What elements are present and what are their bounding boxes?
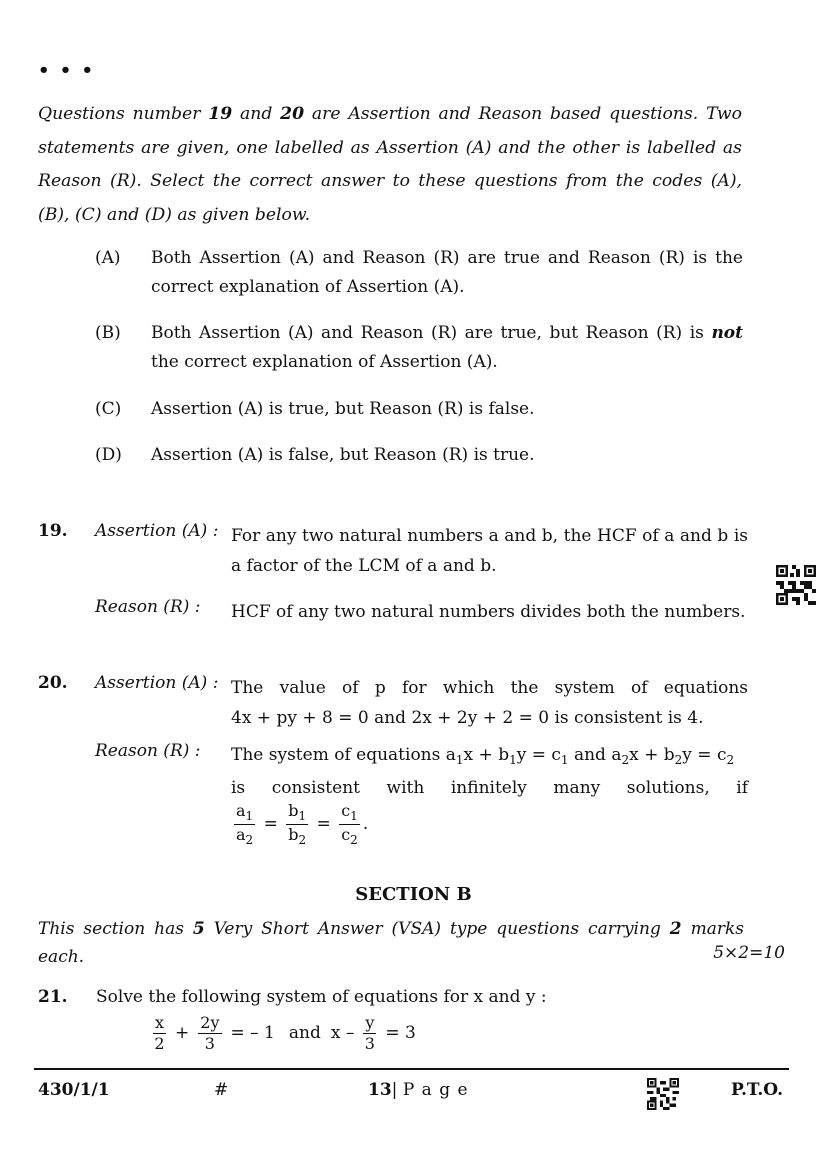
section-count: 5 [192,919,205,939]
paper-code: 430/1/1 [38,1080,110,1100]
numerator: x [155,1013,165,1032]
assertion-text [231,673,748,733]
numerator: 2y [200,1013,220,1032]
qr-code-icon [776,565,816,605]
period: . [362,814,369,835]
section-total-marks: 5×2=10 [713,943,785,963]
subscript: 1 [455,753,464,767]
conjunction: and [288,1023,321,1044]
option-b [95,319,745,379]
subscript: 2 [621,753,630,767]
fraction [363,1014,376,1052]
option-label: (D) [95,445,122,465]
intro-text: Questions number [38,104,209,124]
option-label: (C) [95,399,122,419]
subscript: 2 [245,833,254,848]
question-text: Solve the following system of equations for x and y : [96,987,547,1007]
subscript: 2 [350,833,358,848]
intro-question-number: 19 [208,104,233,124]
option-text [151,319,743,377]
equation-system [150,1014,416,1052]
footer-divider [34,1068,789,1070]
fraction [339,802,360,847]
subscript: 2 [726,753,735,767]
subscript: 2 [298,833,307,848]
option-c [95,395,745,425]
reason-line-1: The system of equations $a_1x + b_1y = c_1$ and $a_2x + b_2y = c_2$ [231,745,735,767]
header-dots: • • • [38,60,96,81]
subscript: 1 [509,753,517,767]
denominator: 3 [204,1033,215,1053]
option-text-part: Both Assertion (A) and Reason (R) are true, but Reason (R) is [151,323,712,343]
assertion-text: For any two natural numbers a and b, the HCF of a and b is a factor of the LCM of a and b. [231,526,748,576]
option-text: Both Assertion (A) and Reason (R) are true and Reason (R) is the correct explanation of Assertion (A). [151,248,743,297]
section-text: Very Short Answer (VSA) type questions carrying [204,919,670,939]
subscript: 1 [298,809,307,823]
section-title: SECTION B [355,884,472,905]
option-text-part: the correct explanation of Assertion (A). [151,352,498,372]
reason-label: Reason (R) : [95,597,201,617]
assertion-label: Assertion (A) : [95,521,219,541]
question-number: 20. [38,673,68,693]
denominator: a [236,825,246,845]
numerator: a [236,801,246,820]
fraction [286,802,308,847]
var: b [498,745,510,765]
reason-line-2: is consistent with infinitely many solutions, if [231,778,748,798]
section-text: This section has [38,919,193,939]
reason-text-part: The system of equations [231,745,446,765]
section-marks-each: 2 [669,919,682,939]
option-text: Assertion (A) is false, but Reason (R) is true. [151,445,535,465]
denominator: b [288,825,299,845]
page-number: 13 [368,1080,392,1100]
reason-text [231,741,748,847]
intro-text: are Assertion and Reason based questions. Two statements are given, one labelled as Assertion (A) and the other is labelled as Reason (R). Select the correct answer to these questions from the codes (A), (B), (C) and (D) as given below. [38,104,742,225]
intro-text: and [232,104,281,124]
page-label: P a g e [402,1080,469,1100]
ratio-condition [231,802,748,847]
fraction [198,1014,221,1052]
denominator: 3 [364,1033,375,1053]
numerator: c [341,801,351,820]
numerator: y [365,1013,375,1032]
subscript: 1 [245,809,254,823]
var: b [663,745,675,765]
intro-question-number: 20 [280,104,305,124]
hash-mark: # [214,1080,229,1100]
instructions-paragraph [38,98,742,232]
reason-label: Reason (R) : [95,741,201,761]
denominator: c [341,825,351,845]
equation-rhs: = 3 [385,1023,416,1044]
denominator: 2 [154,1033,165,1053]
var: c [551,745,561,765]
fraction [234,802,255,847]
please-turn-over: P.T.O. [731,1080,783,1100]
plus-sign: + [175,1023,190,1044]
equals-sign: = [263,814,278,835]
var: c [716,745,727,765]
option-label: (A) [95,248,121,268]
section-text: marks each. [38,919,744,967]
section-description [38,915,744,971]
option-emphasis: not [711,323,743,343]
page-separator: | [391,1080,403,1100]
numerator: b [288,801,299,820]
equation-rhs: = – 1 [230,1023,275,1044]
subscript: 1 [350,809,358,823]
question-number: 21. [38,987,68,1007]
var: a [611,745,622,765]
option-d [95,441,745,471]
reason-text-part: and [568,745,612,765]
assertion-label: Assertion (A) : [95,673,219,693]
subscript: 2 [674,753,683,767]
assertion-line: 4x + py + 8 = 0 and 2x + 2y + 2 = 0 is consistent is 4. [231,708,704,728]
reason-text: HCF of any two natural numbers divides both the numbers. [231,602,746,622]
option-text: Assertion (A) is true, but Reason (R) is false. [151,399,535,419]
page-indicator [368,1080,469,1100]
option-a [95,244,745,304]
fraction [153,1014,166,1052]
var: a [445,745,456,765]
option-label: (B) [95,323,121,343]
assertion-line: The value of p for which the system of equations [231,678,748,698]
equals-sign: = [316,814,331,835]
subscript: 1 [560,753,569,767]
question-number: 19. [38,521,68,541]
equation-lhs: x – [330,1023,355,1044]
qr-code-icon [647,1078,679,1110]
